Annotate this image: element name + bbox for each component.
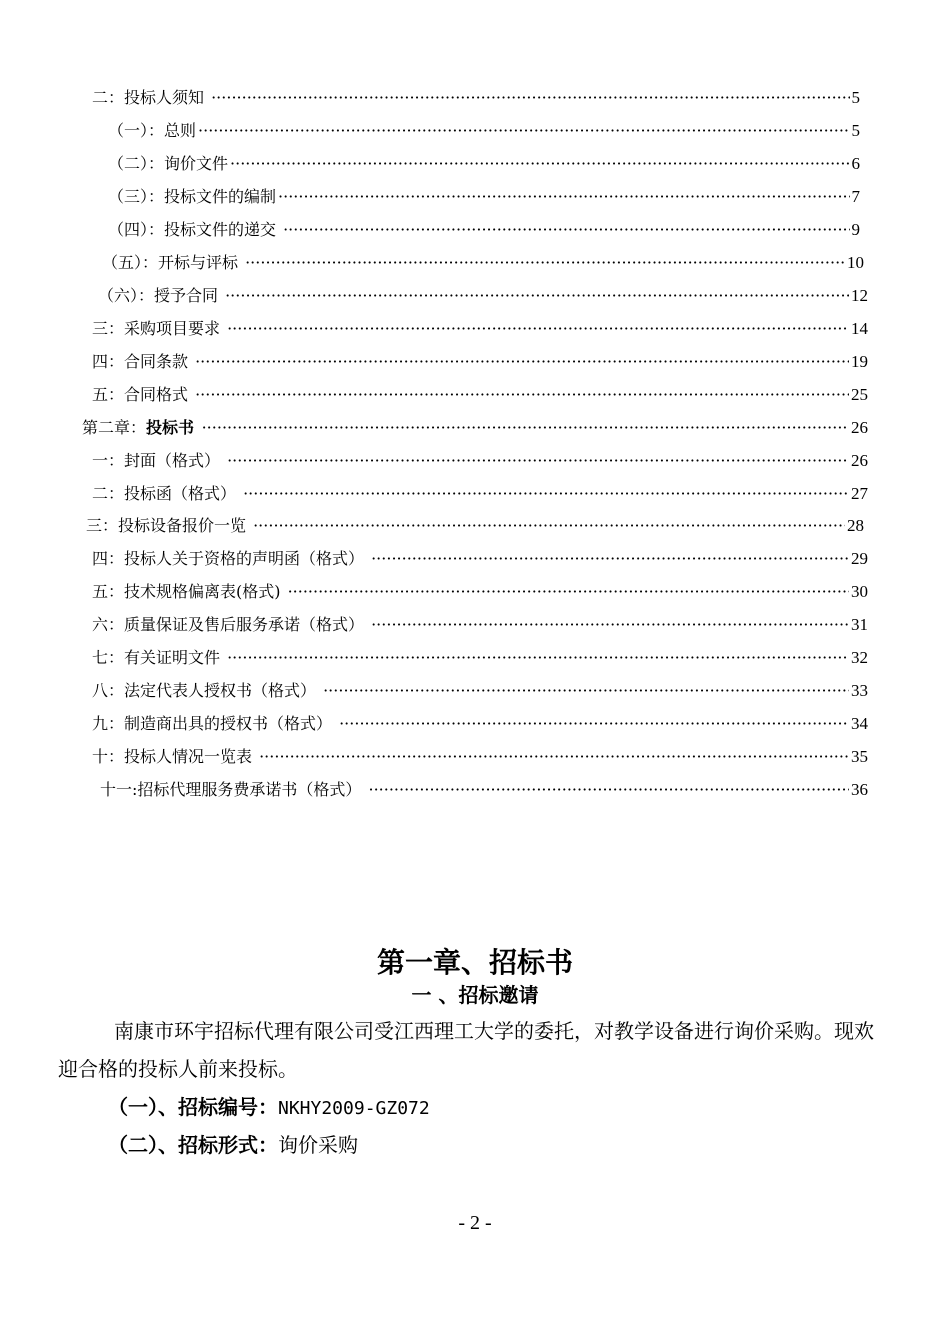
toc-leader-dots: [243, 484, 849, 504]
toc-entry-label: 十一:招标代理服务费承诺书（格式）: [100, 780, 367, 799]
toc-leader-dots: [198, 121, 849, 141]
toc-entry-label: 二：投标函（格式）: [92, 484, 242, 503]
toc-entry-label: （五）：开标与评标: [102, 253, 244, 272]
toc-entry[interactable]: [92, 642, 868, 668]
toc-entry[interactable]: [92, 675, 868, 701]
toc-entry[interactable]: [108, 181, 860, 207]
toc-entry[interactable]: [92, 346, 868, 372]
toc-entry-label: （二）：询价文件: [108, 154, 229, 173]
toc-leader-dots: [195, 352, 849, 372]
bid-form-value: 询价采购: [278, 1133, 358, 1157]
toc-leader-dots: [225, 286, 849, 306]
toc-entry-label: 八：法定代表人授权书（格式）: [92, 681, 322, 700]
toc-entry-label: 一：封面（格式）: [92, 451, 226, 470]
toc-entry[interactable]: [92, 576, 868, 602]
toc-leader-dots: [227, 319, 849, 339]
toc-leader-dots: [339, 714, 849, 734]
chapter-title: 第一章、招标书: [376, 946, 573, 979]
toc-entry-label: 十：投标人情况一览表: [92, 747, 258, 766]
toc-entry-label: 四：合同条款: [92, 352, 194, 371]
toc-leader-dots: [259, 747, 849, 767]
toc-entry[interactable]: [92, 379, 868, 405]
toc-entry-label: 三：采购项目要求: [92, 319, 226, 338]
toc-entry[interactable]: [102, 247, 864, 273]
toc-entry-label: 二：投标人须知: [92, 88, 210, 107]
toc-entry[interactable]: [92, 478, 868, 504]
toc-leader-dots: [371, 615, 849, 635]
toc-entry-page: 31: [851, 615, 868, 634]
section-title: 一 、招标邀请: [411, 983, 539, 1007]
toc-leader-dots: [211, 88, 849, 108]
toc-entry-label: 五：合同格式: [92, 385, 194, 404]
toc-entry-page: 5: [851, 121, 860, 140]
toc-entry-label: 五：技术规格偏离表(格式): [92, 582, 286, 601]
toc-leader-dots: [278, 187, 849, 207]
toc-entry[interactable]: [92, 741, 868, 767]
toc-leader-dots: [227, 648, 849, 668]
toc-entry-page: 26: [851, 451, 868, 470]
toc-entry-page: 34: [851, 714, 868, 733]
toc-entry-page: 19: [851, 352, 868, 371]
bid-number-label: （一）、招标编号：: [108, 1095, 278, 1119]
toc-entry-label: 九：制造商出具的授权书（格式）: [92, 714, 338, 733]
toc-entry[interactable]: [108, 214, 860, 240]
toc-entry-page: 29: [851, 549, 868, 568]
toc-leader-dots: [195, 385, 849, 405]
toc-entry[interactable]: [92, 445, 868, 471]
toc-leader-dots: [227, 451, 849, 471]
toc-entry[interactable]: [92, 543, 868, 569]
toc-entry-page: 26: [851, 418, 868, 437]
toc-entry[interactable]: [92, 708, 868, 734]
toc-chapter-prefix: 第二章：: [82, 418, 147, 437]
toc-leader-dots: [253, 516, 845, 536]
toc-leader-dots: [323, 681, 849, 701]
toc-entry-page: 9: [851, 220, 860, 239]
toc-entry-label: （三）：投标文件的编制: [108, 187, 277, 206]
toc-entry[interactable]: [108, 115, 860, 141]
toc-entry-label: 七：有关证明文件: [92, 648, 226, 667]
toc-entry-label: 六：质量保证及售后服务承诺（格式）: [92, 615, 370, 634]
toc-entry-label: （六）：授予合同: [98, 286, 224, 305]
toc-entry-page: 12: [851, 286, 868, 305]
toc-entry-page: 32: [851, 648, 868, 667]
toc-entry-page: 10: [847, 253, 864, 272]
toc-leader-dots: [202, 418, 849, 438]
toc-entry-page: 35: [851, 747, 868, 766]
toc-leader-dots: [245, 253, 845, 273]
toc-entry-page: 7: [851, 187, 860, 206]
toc-entry[interactable]: [92, 313, 868, 339]
toc-entry[interactable]: [100, 774, 868, 800]
toc-leader-dots: [368, 780, 849, 800]
toc-entry-label: 四：投标人关于资格的声明函（格式）: [92, 549, 370, 568]
toc-entry-page: 33: [851, 681, 868, 700]
toc-entry-page: 6: [851, 154, 860, 173]
toc-leader-dots: [230, 154, 849, 174]
toc-entry[interactable]: [108, 148, 860, 174]
toc-entry[interactable]: [98, 280, 868, 306]
toc-entry-page: 28: [847, 516, 864, 535]
toc-entry[interactable]: [92, 609, 868, 635]
invitation-paragraph: [58, 1012, 888, 1088]
toc-entry-page: 14: [851, 319, 868, 338]
toc-entry[interactable]: [92, 82, 860, 108]
toc-leader-dots: [288, 582, 849, 602]
toc-entry-page: 25: [851, 385, 868, 404]
page-number: - 2 -: [458, 1212, 492, 1234]
toc-entry-page: 30: [851, 582, 868, 601]
bid-number-value: NKHY2009-GZ072: [278, 1098, 430, 1119]
bid-form-line: [108, 1130, 358, 1160]
toc-entry[interactable]: [86, 510, 864, 536]
toc-entry-chapter[interactable]: [82, 412, 868, 438]
toc-leader-dots: [283, 220, 849, 240]
bid-form-label: （二）、招标形式：: [108, 1133, 278, 1157]
toc-entry-page: 27: [851, 484, 868, 503]
toc-entry-page: 5: [851, 88, 860, 107]
invitation-text: 南康市环宇招标代理有限公司受江西理工大学的委托，对教学设备进行询价采购。现欢迎合格的投标人前来投标。: [58, 1019, 874, 1081]
toc-entry-label: （四）：投标文件的递交: [108, 220, 282, 239]
toc-entry-label: 投标书: [146, 418, 200, 437]
toc-entry-label: 三：投标设备报价一览: [86, 516, 252, 535]
bid-number-line: [108, 1092, 430, 1124]
toc-entry-label: （一）：总则: [108, 121, 197, 140]
toc-leader-dots: [371, 549, 849, 569]
toc-entry-page: 36: [851, 780, 868, 799]
